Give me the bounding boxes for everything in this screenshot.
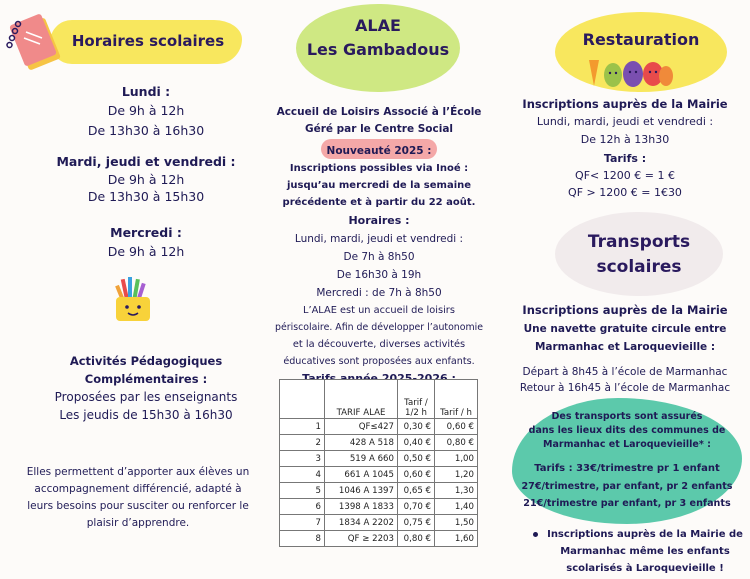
nouveaute-highlight xyxy=(321,139,438,159)
activites-line: Les jeudis de 15h30 à 16h30 xyxy=(59,408,233,422)
tarifs-table xyxy=(279,379,478,547)
alae-subtitle: Géré par le Centre Social xyxy=(304,123,454,135)
alae-inscriptions: Inscriptions possibles via Inoé : xyxy=(289,163,469,174)
pencil-pot-icon xyxy=(111,275,155,325)
table-cell: 6 xyxy=(280,499,325,515)
alae-horaires-line: De 7h à 8h50 xyxy=(343,251,415,263)
alae-inscriptions: précédente et à partir du 22 août. xyxy=(282,197,476,208)
horaires-block-lundi xyxy=(0,83,292,141)
table-row xyxy=(280,467,478,483)
activites-title: Complémentaires : xyxy=(84,372,208,386)
transports-title-line: Transports xyxy=(587,232,691,252)
bullet-line: Inscriptions auprès de la Mairie de xyxy=(547,529,743,540)
restauration-days: Lundi, mardi, jeudi et vendredi : xyxy=(536,115,714,128)
bullet-line: Marmanhac même les enfants xyxy=(560,546,730,557)
transports-body xyxy=(508,300,742,396)
table-cell: 1046 A 1397 xyxy=(325,483,398,499)
table-cell: 8 xyxy=(280,531,325,547)
table-cell: 0,80 € xyxy=(398,531,435,547)
table-cell: 0,60 € xyxy=(398,467,435,483)
assures-line: Marmanhac et Laroquevieille* : xyxy=(543,439,711,450)
alae-body xyxy=(270,103,488,388)
table-cell: 1,00 xyxy=(435,451,478,467)
table-cell: QF≤427 xyxy=(325,419,398,435)
activites-block xyxy=(0,352,292,424)
table-cell: 0,30 € xyxy=(398,419,435,435)
table-cell: 661 A 1045 xyxy=(325,467,398,483)
horaires-days: Mercredi : xyxy=(110,225,182,240)
restauration-tarif: QF > 1200 € = 1€30 xyxy=(568,186,682,199)
horaires-days: Lundi : xyxy=(121,84,171,99)
bullet-text xyxy=(543,526,747,577)
table-cell: 519 A 660 xyxy=(325,451,398,467)
table-cell: 2 xyxy=(280,435,325,451)
table-cell: 4 xyxy=(280,467,325,483)
table-cell: 1834 A 2202 xyxy=(325,515,398,531)
table-cell: 1 xyxy=(280,419,325,435)
vegetables-icon xyxy=(581,54,675,88)
table-cell: 7 xyxy=(280,515,325,531)
table-header-row xyxy=(280,380,478,419)
table-cell: 0,70 € xyxy=(398,499,435,515)
alae-description: L’ALAE est un accueil de loisirs xyxy=(303,305,455,316)
restauration-body xyxy=(508,95,742,201)
table-cell: 1,40 xyxy=(435,499,478,515)
bullet-line: scolarisés à Laroquevieille ! xyxy=(566,563,724,574)
horaires-line: De 13h30 à 16h30 xyxy=(87,123,205,138)
horaires-block-mardi xyxy=(0,153,292,205)
alae-description: éducatives sont proposées aux enfants. xyxy=(283,356,475,367)
transports-inscriptions: Inscriptions auprès de la Mairie xyxy=(522,303,728,317)
alae-inscriptions: jusqu’au mercredi de la semaine xyxy=(286,180,472,191)
table-cell: 1398 A 1833 xyxy=(325,499,398,515)
alae-horaires-title: Horaires : xyxy=(348,214,410,227)
table-cell: 1,50 xyxy=(435,515,478,531)
table-cell: 5 xyxy=(280,483,325,499)
transports-title-line: scolaires xyxy=(596,257,682,277)
activites-title: Activités Pédagogiques xyxy=(69,354,223,368)
assures-line: dans les lieux dits des communes de xyxy=(528,425,726,436)
table-cell: 0,50 € xyxy=(398,451,435,467)
notebooks-icon xyxy=(6,10,64,72)
alae-description: périscolaire. Afin de développer l’autonomie xyxy=(275,322,483,333)
alae-horaires-line: De 16h30 à 19h xyxy=(336,269,422,281)
alae-subtitle: Accueil de Loisirs Associé à l’École xyxy=(276,106,482,118)
table-cell: 0,40 € xyxy=(398,435,435,451)
horaires-days: Mardi, jeudi et vendredi : xyxy=(56,154,236,169)
table-cell: 0,75 € xyxy=(398,515,435,531)
restauration-tarif: QF< 1200 € = 1 € xyxy=(575,169,675,182)
transports-depart: Départ à 8h45 à l’école de Marmanhac xyxy=(522,366,728,378)
table-cell: 1,60 xyxy=(435,531,478,547)
horaires-title: Horaires scolaires xyxy=(71,32,225,50)
alae-title xyxy=(296,14,460,62)
table-row xyxy=(280,483,478,499)
horaires-block-mercredi xyxy=(0,224,292,262)
table-row xyxy=(280,451,478,467)
transports-title xyxy=(555,230,723,280)
table-row xyxy=(280,515,478,531)
restauration-title: Restauration xyxy=(582,30,700,49)
transports-tarif: 21€/trimestre par enfant, pr 3 enfants xyxy=(523,498,731,509)
transports-navette: Une navette gratuite circule entre xyxy=(523,323,727,335)
table-row xyxy=(280,531,478,547)
table-row xyxy=(280,419,478,435)
alae-horaires-line: Lundi, mardi, jeudi et vendredi : xyxy=(294,233,464,245)
table-header-cell: TARIF ALAE xyxy=(325,380,398,419)
transports-navette: Marmanhac et Laroquevieille : xyxy=(534,341,716,353)
table-row xyxy=(280,499,478,515)
bullet-icon xyxy=(533,532,538,537)
transports-assures xyxy=(516,410,738,512)
table-row xyxy=(280,435,478,451)
table-cell: 0,60 € xyxy=(435,419,478,435)
horaires-line: De 9h à 12h xyxy=(107,103,185,118)
horaires-line: De 9h à 12h xyxy=(107,244,185,259)
table-header-cell xyxy=(280,380,325,419)
table-cell: 1,30 xyxy=(435,483,478,499)
table-header-cell: Tarif / h xyxy=(435,380,478,419)
tarifs-table-wrap xyxy=(279,379,478,547)
transports-bullet xyxy=(531,526,747,577)
nouveaute-label: Nouveauté 2025 : xyxy=(326,145,432,157)
table-cell: 1,20 xyxy=(435,467,478,483)
restauration-inscriptions: Inscriptions auprès de la Mairie xyxy=(522,97,728,111)
transports-tarif: 27€/trimestre, par enfant, pr 2 enfants xyxy=(521,481,733,492)
restauration-hours: De 12h à 13h30 xyxy=(580,133,670,146)
horaires-line: De 13h30 à 15h30 xyxy=(87,189,205,204)
table-cell: 0,65 € xyxy=(398,483,435,499)
restauration-tarifs-title: Tarifs : xyxy=(603,152,647,165)
alae-description: et la découverte, diverses activités xyxy=(292,339,466,350)
horaires-note: Elles permettent d’apporter aux élèves un accompagnement différencié, adapté à leurs besoins pour susciter ou renforcer le plaisir d’apprendre. xyxy=(26,466,250,529)
activites-line: Proposées par les enseignants xyxy=(54,390,238,404)
transports-tarif: Tarifs : 33€/trimestre pr 1 enfant xyxy=(534,463,720,474)
assures-line: Des transports sont assurés xyxy=(551,411,703,422)
alae-title-line: Les Gambadous xyxy=(306,40,450,59)
table-cell: 3 xyxy=(280,451,325,467)
horaires-line: De 9h à 12h xyxy=(107,172,185,187)
table-header-cell: Tarif / 1/2 h xyxy=(398,380,435,419)
alae-horaires-line: Mercredi : de 7h à 8h50 xyxy=(316,287,442,299)
alae-title-line: ALAE xyxy=(355,16,401,35)
transports-retour: Retour à 16h45 à l’école de Marmanhac xyxy=(519,382,731,394)
table-cell: 0,80 € xyxy=(435,435,478,451)
table-cell: QF ≥ 2203 xyxy=(325,531,398,547)
table-cell: 428 A 518 xyxy=(325,435,398,451)
